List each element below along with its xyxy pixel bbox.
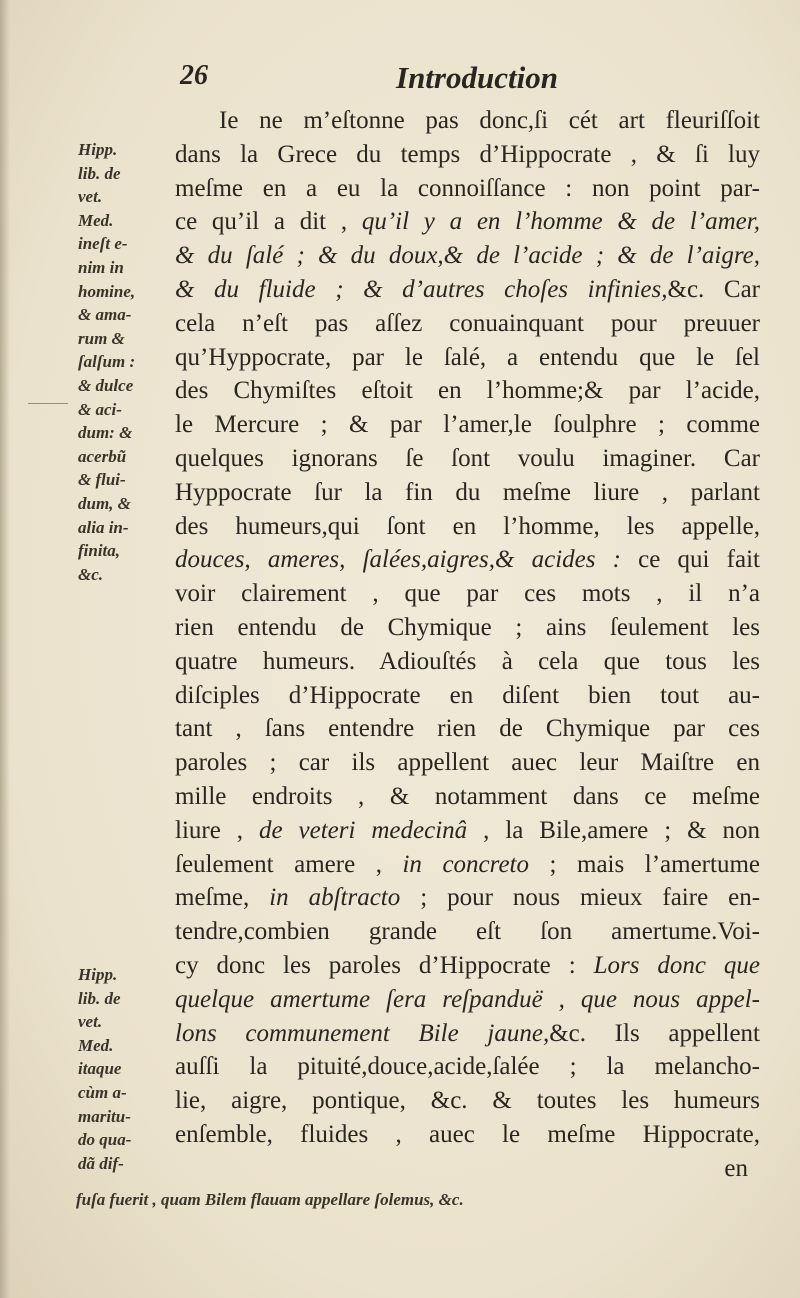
text-segment: , la Bile,amere ; & non bbox=[467, 816, 760, 844]
text-line bbox=[175, 915, 760, 949]
text-segment: & du ſalé ; & du doux,& de l’acide ; & de l’aigre, bbox=[175, 242, 760, 270]
text-segment: meſme, bbox=[175, 884, 270, 912]
text-segment: &c. Ils appellent bbox=[549, 1019, 760, 1047]
text-segment: tendre,combien grande eſt ſon amertume.Voi- bbox=[175, 918, 760, 946]
text-line bbox=[175, 442, 760, 476]
text-line bbox=[175, 983, 760, 1017]
text-line bbox=[175, 408, 760, 442]
margin-note-line: dã dif- bbox=[78, 1153, 124, 1173]
text-line bbox=[175, 104, 760, 138]
text-segment: voir clairement , que par ces mots , il n’a bbox=[175, 580, 760, 608]
page-number: 26 bbox=[180, 60, 208, 91]
text-segment: des humeurs,qui ſont en l’homme, les appelle, bbox=[175, 512, 760, 540]
text-segment: tant , ſans entendre rien de Chymique par ces bbox=[175, 715, 760, 743]
text-segment: ſeulement amere , bbox=[175, 850, 403, 878]
text-line bbox=[175, 814, 760, 848]
margin-note-line: &c. bbox=[78, 564, 104, 584]
text-segment: & du fluide ; & d’autres choſes infinies, bbox=[175, 275, 668, 303]
text-line bbox=[175, 273, 760, 307]
text-line bbox=[175, 510, 760, 544]
text-segment: Lors donc que bbox=[593, 951, 760, 979]
text-line bbox=[175, 881, 760, 915]
text-segment: des Chymiſtes eſtoit en l’homme;& par l’acide, bbox=[175, 377, 760, 405]
margin-rule-mark bbox=[28, 403, 68, 404]
text-segment: auſſi la pituité,douce,acide,ſalée ; la melancho- bbox=[175, 1053, 760, 1081]
text-segment: quelque amertume ſera reſpanduë , que nous appel- bbox=[175, 985, 760, 1013]
margin-note-hippocrates-2 bbox=[78, 963, 176, 1175]
text-segment: quatre humeurs. Adiouſtés à cela que tous les bbox=[175, 647, 760, 675]
margin-note-line: finita, bbox=[78, 541, 121, 561]
text-line bbox=[175, 307, 760, 341]
text-segment: douces, ameres, ſalées,aigres,& acides : bbox=[175, 546, 621, 574]
text-segment: dans la Grece du temps d’Hippocrate , & ſi luy bbox=[175, 140, 760, 168]
text-line bbox=[175, 138, 760, 172]
margin-note-line: alia in- bbox=[78, 517, 129, 537]
text-line bbox=[175, 239, 760, 273]
text-line bbox=[175, 712, 760, 746]
margin-note-hippocrates-1 bbox=[78, 138, 176, 586]
text-line bbox=[175, 611, 760, 645]
text-segment: liure , bbox=[175, 816, 259, 844]
margin-note-line: Hipp. bbox=[78, 140, 118, 159]
margin-note-line: homine, bbox=[78, 281, 136, 301]
text-segment: en bbox=[724, 1154, 748, 1182]
margin-note-line: lib. de bbox=[78, 163, 121, 183]
text-segment: Ie ne m’eſtonne pas donc,ſi cét art fleuriſſoit bbox=[219, 107, 760, 134]
page-edge-shadow bbox=[0, 0, 10, 1298]
margin-note-line: lib. de bbox=[78, 988, 121, 1008]
margin-note-line: & aci- bbox=[78, 399, 122, 419]
text-segment: cy donc les paroles d’Hippocrate : bbox=[175, 951, 594, 979]
text-segment: qu’il y a en l’homme & de l’amer, bbox=[361, 208, 760, 236]
text-segment: Hyppocrate ſur la fin du meſme liure , parlant bbox=[175, 478, 760, 506]
margin-note-line: dum, & bbox=[78, 493, 131, 513]
margin-note-line: acerbũ bbox=[78, 446, 127, 466]
margin-note-line: Hipp. bbox=[78, 965, 118, 984]
text-segment: paroles ; car ils appellent auec leur Maiſtre en bbox=[175, 749, 760, 777]
margin-note-line: maritu- bbox=[78, 1106, 131, 1126]
margin-note-line: rum & bbox=[78, 328, 125, 348]
margin-note-line: & dulce bbox=[78, 375, 134, 395]
text-segment: mille endroits , & notamment dans ce meſme bbox=[175, 782, 760, 810]
text-segment: quelques ignorans ſe ſont voulu imaginer. Car bbox=[175, 444, 760, 472]
text-segment: de veteri medecinâ bbox=[258, 816, 468, 844]
footnote-continuation: fuſa fuerit , quam Bilem flauam appellare ſolemus, &c. bbox=[76, 1190, 464, 1209]
margin-note-line: vet. bbox=[78, 187, 103, 207]
margin-note-line: do qua- bbox=[78, 1130, 132, 1150]
text-line bbox=[175, 746, 760, 780]
text-segment: qu’Hyppocrate, par le ſalé, a entendu que le ſel bbox=[175, 343, 760, 371]
margin-note-line: itaque bbox=[78, 1059, 122, 1079]
text-segment: rien entendu de Chymique ; ains ſeulement les bbox=[175, 613, 760, 641]
running-title: Introduction bbox=[396, 60, 558, 95]
text-segment: ce qui fait bbox=[620, 546, 760, 574]
text-line bbox=[175, 1084, 760, 1118]
text-segment: ; mais l’amertume bbox=[529, 850, 760, 878]
margin-note-line: & ama- bbox=[78, 305, 132, 325]
margin-note-line: ſalſum : bbox=[78, 352, 136, 372]
body-text bbox=[175, 104, 760, 1186]
text-line bbox=[175, 780, 760, 814]
margin-note-line: cùm a- bbox=[78, 1082, 127, 1102]
text-line bbox=[175, 205, 760, 239]
margin-note-line: Med. bbox=[78, 1035, 114, 1055]
text-line bbox=[175, 341, 760, 375]
text-segment: enſemble, fluides , auec le meſme Hippocrate, bbox=[175, 1120, 760, 1148]
text-segment: in concreto bbox=[402, 850, 529, 878]
margin-note-line: dum: & bbox=[78, 423, 133, 443]
text-segment: le Mercure ; & par l’amer,le ſoulphre ; comme bbox=[175, 411, 760, 439]
text-line bbox=[175, 577, 760, 611]
text-line bbox=[175, 1152, 760, 1186]
margin-note-line: ineſt e- bbox=[78, 234, 128, 254]
text-segment: lons communement Bile jaune, bbox=[175, 1019, 550, 1047]
text-line bbox=[175, 172, 760, 206]
margin-note-line: nim in bbox=[78, 257, 124, 277]
text-line bbox=[175, 1017, 760, 1051]
text-line bbox=[175, 543, 760, 577]
text-segment: ; pour nous mieux faire en- bbox=[400, 884, 760, 912]
text-segment: ce qu’il a dit , bbox=[175, 208, 362, 236]
text-line bbox=[175, 645, 760, 679]
running-head bbox=[180, 60, 740, 100]
margin-note-line: vet. bbox=[78, 1012, 103, 1032]
text-segment: meſme en a eu la connoiſſance : non point par- bbox=[175, 174, 760, 202]
text-line bbox=[175, 679, 760, 713]
margin-note-line: & flui- bbox=[78, 470, 126, 490]
text-segment: in abſtracto bbox=[269, 884, 401, 912]
text-line bbox=[175, 1118, 760, 1152]
text-segment: cela n’eſt pas aſſez conuainquant pour preuuer bbox=[175, 309, 760, 337]
text-line bbox=[175, 1050, 760, 1084]
text-segment: diſciples d’Hippocrate en diſent bien tout au- bbox=[175, 681, 760, 709]
text-segment: &c. Car bbox=[667, 275, 760, 303]
text-line bbox=[175, 476, 760, 510]
text-segment: lie, aigre, pontique, &c. & toutes les humeurs bbox=[175, 1087, 760, 1115]
margin-note-line: Med. bbox=[78, 210, 114, 230]
text-line bbox=[175, 949, 760, 983]
text-line bbox=[175, 374, 760, 408]
text-line bbox=[175, 848, 760, 882]
